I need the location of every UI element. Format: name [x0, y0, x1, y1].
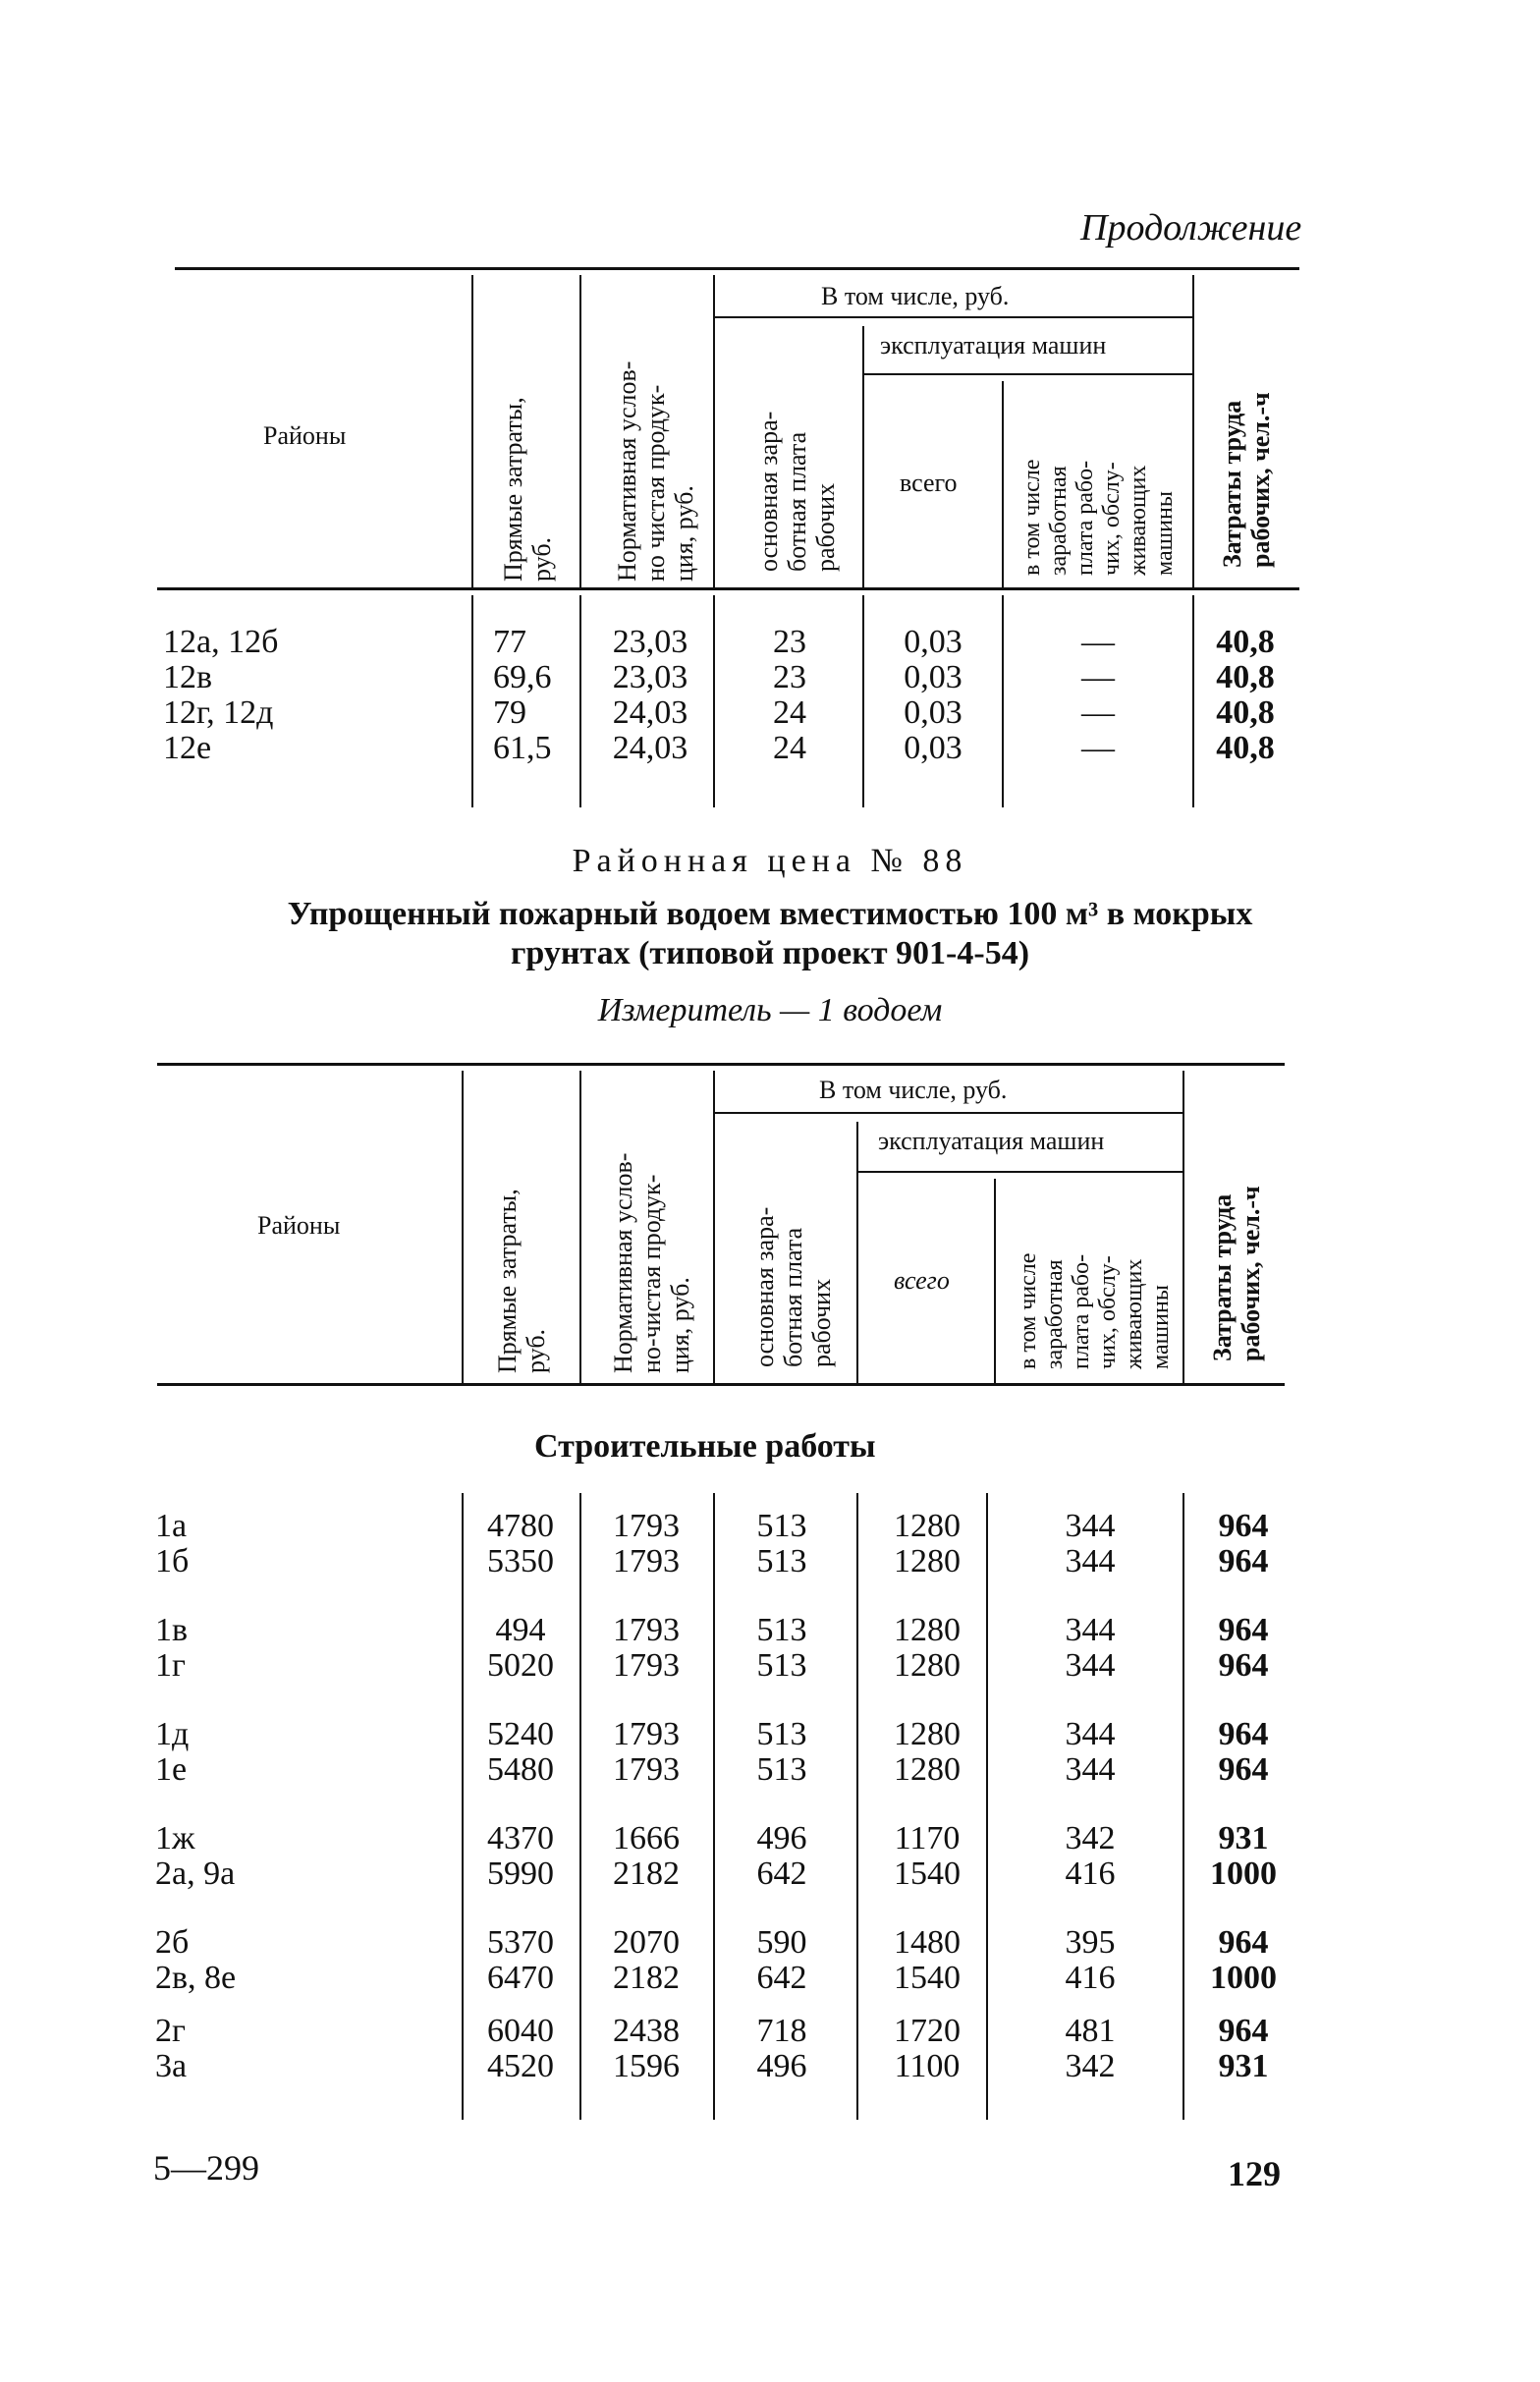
cell-norm: 23,03	[612, 659, 688, 695]
cell-vtch: —	[1081, 730, 1115, 766]
t2-vline-2	[579, 1071, 581, 1383]
cell-vtch: —	[1081, 659, 1115, 695]
t1-col-zatraty: Затраты труда рабочих, чел.-ч	[1218, 392, 1275, 568]
cell-rayon: 12в	[163, 659, 213, 695]
table2-top-rule	[157, 1063, 1285, 1066]
t1-col-pryamye: Прямые затраты, руб.	[499, 397, 556, 582]
cell-vtch: 416	[1065, 1960, 1116, 1996]
cell-osn: 513	[756, 1751, 807, 1788]
cell-rayon: 1а	[155, 1508, 188, 1544]
cell-rayon: 12а, 12б	[163, 624, 279, 660]
cell-norm: 2070	[613, 1924, 680, 1961]
cell-pryamye: 77	[493, 624, 526, 660]
t2-col-osnovnaya: основная зара- ботная плата рабочих	[750, 1206, 836, 1367]
cell-osn: 513	[756, 1508, 807, 1544]
cell-vsego: 0,03	[904, 659, 962, 695]
t2-col-zatraty: Затраты труда рабочих, чел.-ч	[1208, 1186, 1265, 1361]
table2-header-rule	[157, 1383, 1285, 1386]
cell-rayon: 1б	[155, 1543, 190, 1579]
t2-col-v-tom-chisle: В том числе, руб.	[819, 1076, 1008, 1104]
t1-body-vline-1	[471, 595, 473, 807]
cell-norm: 1793	[613, 1751, 680, 1788]
cell-pryamye: 494	[495, 1612, 546, 1648]
t1-col-v-tom-chisle: В том числе, руб.	[821, 282, 1010, 310]
cell-vtch: 395	[1065, 1924, 1116, 1961]
cell-rayon: 2в, 8е	[155, 1960, 237, 1996]
cell-vsego: 1540	[894, 1960, 961, 1996]
cell-vtch: —	[1081, 624, 1115, 660]
cell-norm: 1596	[613, 2048, 680, 2084]
cell-vtch: 344	[1065, 1508, 1116, 1544]
cell-vsego: 1280	[894, 1751, 961, 1788]
cell-osn: 642	[756, 1856, 807, 1892]
cell-rayon: 1ж	[155, 1820, 195, 1856]
cell-rayon: 1е	[155, 1751, 188, 1788]
t2-vline-4	[856, 1122, 858, 1383]
cell-vsego: 1280	[894, 1612, 961, 1648]
cell-rayon: 2г	[155, 2013, 186, 2049]
cell-osn: 24	[773, 694, 806, 731]
cell-vtch: 344	[1065, 1647, 1116, 1684]
cell-norm: 24,03	[612, 694, 688, 731]
cell-pryamye: 5020	[487, 1647, 554, 1684]
cell-pryamye: 5240	[487, 1716, 554, 1752]
cell-trud: 964	[1218, 1924, 1269, 1961]
cell-trud: 964	[1218, 1612, 1269, 1648]
cell-norm: 1793	[613, 1716, 680, 1752]
cell-osn: 23	[773, 624, 806, 660]
cell-rayon: 12г, 12д	[163, 694, 274, 731]
group-title: Строительные работы	[534, 1428, 876, 1465]
cell-osn: 513	[756, 1612, 807, 1648]
cell-osn: 513	[756, 1543, 807, 1579]
cell-norm: 1793	[613, 1647, 680, 1684]
cell-vtch: —	[1081, 694, 1115, 731]
cell-trud: 931	[1218, 1820, 1269, 1856]
cell-trud: 931	[1218, 2048, 1269, 2084]
cell-trud: 964	[1218, 1716, 1269, 1752]
table2-subrule	[713, 1112, 1182, 1114]
cell-vtch: 342	[1065, 1820, 1116, 1856]
cell-trud: 40,8	[1216, 694, 1275, 731]
cell-pryamye: 4370	[487, 1820, 554, 1856]
cell-vsego: 1720	[894, 2013, 961, 2049]
cell-pryamye: 5990	[487, 1856, 554, 1892]
cell-osn: 496	[756, 2048, 807, 2084]
cell-vsego: 0,03	[904, 624, 962, 660]
t1-col-ekspluatatsiya: эксплуатация машин	[880, 331, 1107, 360]
cell-trud: 964	[1218, 2013, 1269, 2049]
cell-vtch: 344	[1065, 1612, 1116, 1648]
cell-vtch: 344	[1065, 1716, 1116, 1752]
table1-subrule2	[862, 373, 1192, 375]
t1-vline-1	[471, 275, 473, 587]
table1-header-rule	[157, 587, 1299, 590]
t1-col-rayony: Районы	[263, 421, 347, 450]
cell-vtch: 481	[1065, 2013, 1116, 2049]
cell-rayon: 3а	[155, 2048, 188, 2084]
cell-pryamye: 61,5	[493, 730, 552, 766]
t2-col-pryamye: Прямые затраты, руб.	[493, 1189, 550, 1373]
cell-vsego: 1280	[894, 1508, 961, 1544]
cell-osn: 513	[756, 1716, 807, 1752]
price-title: Районная цена № 88	[572, 843, 968, 879]
cell-trud: 964	[1218, 1543, 1269, 1579]
t1-col-vtch-zarplata: в том числе заработная плата рабо- чих, обслу- живающих машины	[1019, 459, 1178, 576]
cell-pryamye: 5350	[487, 1543, 554, 1579]
t2-col-normativnaya: Нормативная услов- но-чистая продук- ция, руб.	[609, 1152, 694, 1373]
cell-pryamye: 4780	[487, 1508, 554, 1544]
cell-rayon: 1д	[155, 1716, 190, 1752]
t2-col-vsego: всего	[894, 1266, 950, 1295]
cell-rayon: 1в	[155, 1612, 189, 1648]
cell-osn: 513	[756, 1647, 807, 1684]
t2-vline-5	[994, 1179, 996, 1383]
cell-norm: 23,03	[612, 624, 688, 660]
t1-vline-5	[1002, 381, 1004, 587]
page-number: 129	[1228, 2154, 1281, 2193]
cell-vsego: 0,03	[904, 730, 962, 766]
t1-vline-4	[862, 326, 864, 587]
cell-trud: 1000	[1210, 1960, 1277, 1996]
cell-vsego: 1100	[894, 2048, 961, 2084]
cell-rayon: 2а, 9а	[155, 1856, 236, 1892]
cell-vsego: 1170	[894, 1820, 961, 1856]
cell-vsego: 1480	[894, 1924, 961, 1961]
t2-col-vtch-zarplata: в том числе заработная плата рабо- чих, обслу- живающих машины	[1016, 1252, 1174, 1369]
cell-trud: 1000	[1210, 1856, 1277, 1892]
t2-col-rayony: Районы	[257, 1211, 341, 1240]
table1-subrule	[713, 316, 1194, 318]
t2-vline-3	[713, 1071, 715, 1383]
cell-pryamye: 5370	[487, 1924, 554, 1961]
cell-vtch: 344	[1065, 1543, 1116, 1579]
cell-osn: 642	[756, 1960, 807, 1996]
t2-vline-1	[462, 1071, 464, 1383]
cell-trud: 40,8	[1216, 624, 1275, 660]
cell-pryamye: 6040	[487, 2013, 554, 2049]
cell-norm: 24,03	[612, 730, 688, 766]
cell-osn: 496	[756, 1820, 807, 1856]
cell-trud: 40,8	[1216, 659, 1275, 695]
continuation-label: Продолжение	[1080, 207, 1302, 249]
cell-trud: 40,8	[1216, 730, 1275, 766]
cell-norm: 1793	[613, 1543, 680, 1579]
t2-col-ekspluatatsiya: эксплуатация машин	[878, 1127, 1105, 1155]
t1-col-osnovnaya: основная зара- ботная плата рабочих	[754, 411, 840, 572]
cell-vtch: 416	[1065, 1856, 1116, 1892]
cell-norm: 2438	[613, 2013, 680, 2049]
cell-vtch: 342	[1065, 2048, 1116, 2084]
cell-osn: 23	[773, 659, 806, 695]
cell-vsego: 1280	[894, 1647, 961, 1684]
cell-vsego: 1540	[894, 1856, 961, 1892]
cell-pryamye: 5480	[487, 1751, 554, 1788]
cell-rayon: 1г	[155, 1647, 186, 1684]
cell-norm: 2182	[613, 1960, 680, 1996]
cell-pryamye: 6470	[487, 1960, 554, 1996]
t1-col-vsego: всего	[900, 469, 958, 497]
cell-norm: 1793	[613, 1508, 680, 1544]
footer-signature: 5—299	[153, 2148, 259, 2188]
cell-vtch: 344	[1065, 1751, 1116, 1788]
cell-pryamye: 4520	[487, 2048, 554, 2084]
t1-vline-2	[579, 275, 581, 587]
cell-rayon: 12е	[163, 730, 212, 766]
cell-pryamye: 79	[493, 694, 526, 731]
cell-trud: 964	[1218, 1751, 1269, 1788]
table2-subrule2	[856, 1171, 1182, 1173]
cell-vsego: 1280	[894, 1543, 961, 1579]
subtitle-line-2: грунтах (типовой проект 901-4-54)	[510, 935, 1030, 971]
t1-col-normativnaya: Нормативная услов- но чистая продук- ция, руб.	[613, 360, 698, 582]
cell-vsego: 0,03	[904, 694, 962, 731]
cell-norm: 2182	[613, 1856, 680, 1892]
cell-pryamye: 69,6	[493, 659, 552, 695]
t2-vline-6	[1182, 1071, 1184, 1383]
measure-label: Измеритель — 1 водоем	[597, 992, 943, 1028]
cell-trud: 964	[1218, 1508, 1269, 1544]
cell-osn: 24	[773, 730, 806, 766]
t1-vline-6	[1192, 275, 1194, 587]
cell-vsego: 1280	[894, 1716, 961, 1752]
cell-norm: 1666	[613, 1820, 680, 1856]
cell-osn: 718	[756, 2013, 807, 2049]
cell-osn: 590	[756, 1924, 807, 1961]
t1-vline-3	[713, 275, 715, 587]
cell-trud: 964	[1218, 1647, 1269, 1684]
table1-top-rule	[175, 267, 1299, 270]
subtitle-line-1: Упрощенный пожарный водоем вместимостью 100 м³ в мокрых	[287, 896, 1253, 932]
cell-rayon: 2б	[155, 1924, 190, 1961]
cell-norm: 1793	[613, 1612, 680, 1648]
